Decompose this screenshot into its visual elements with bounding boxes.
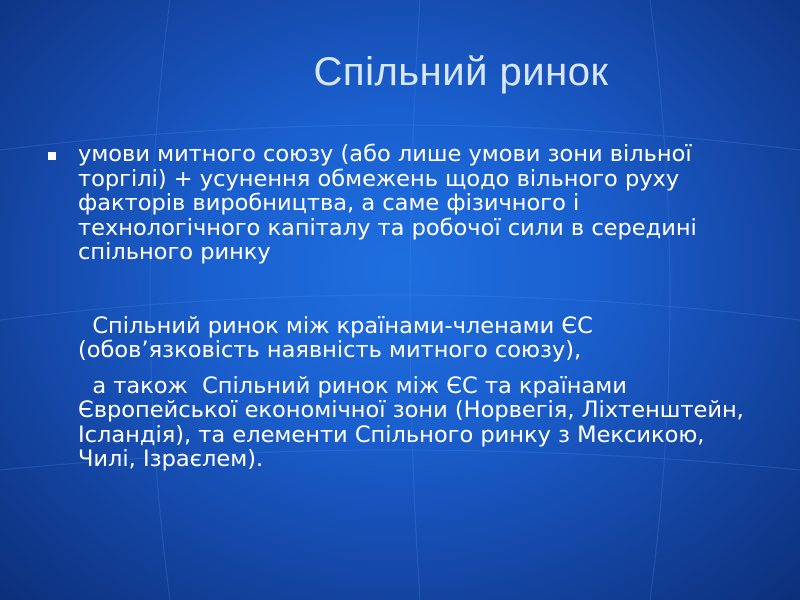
slide-title: Спільний ринок [313, 50, 609, 94]
bullet-item [40, 142, 760, 265]
paragraph-eea-and-partners: а також Спільний ринок між ЄС та країнами Європейської економічної зони (Норвегія, Ліхтенштейн, Ісландія), та елементи Спільного ринку з Мексикою, Чилі, Ізраєлем). [78, 372, 751, 472]
slide-body [40, 142, 760, 472]
paragraph-eu-members: Спільний ринок між країнами-членами ЄС (обов’язковість наявність митного союзу), [78, 312, 600, 363]
bullet-text: умови митного союзу (або лише умови зони вільної торгілі) + усунення обмежень щодо вільного руху факторів виробництва, а саме фізичного і технологічного капіталу та робочої сили в середині спільного ринку [78, 141, 697, 265]
square-bullet-icon [48, 152, 56, 160]
